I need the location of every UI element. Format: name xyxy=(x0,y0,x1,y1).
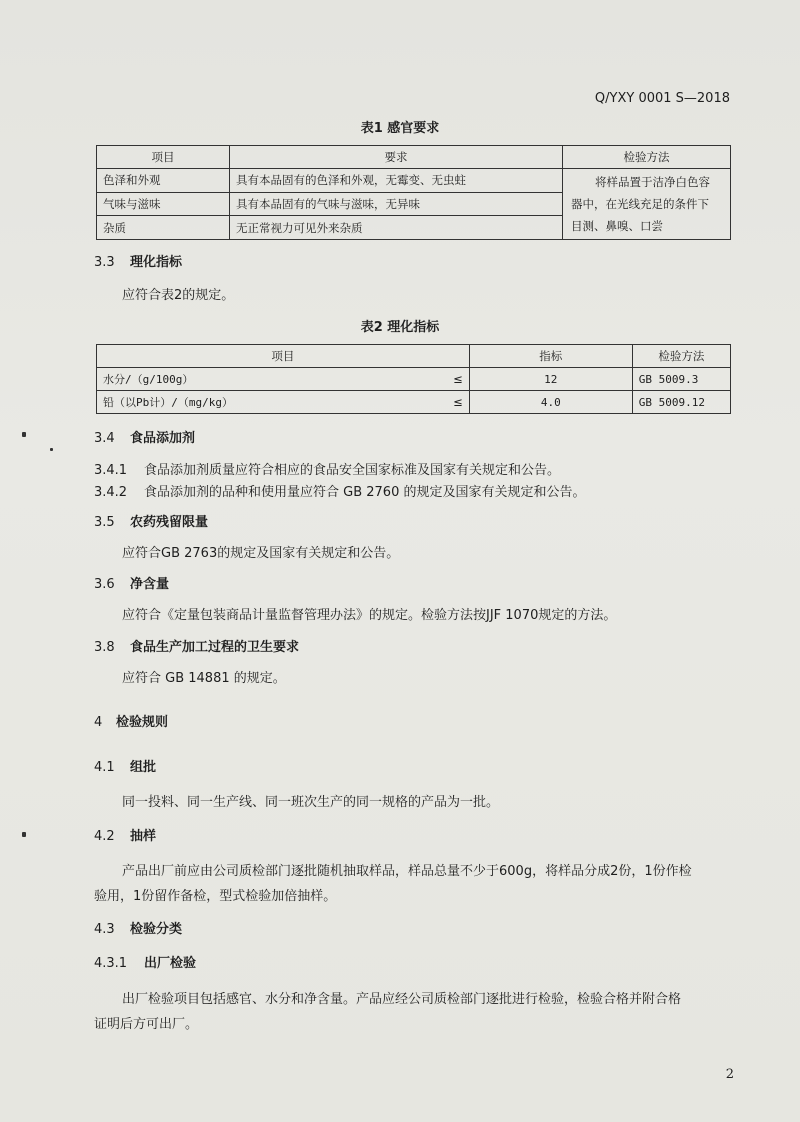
chapter-title: 检验规则 xyxy=(116,715,169,730)
table-row xyxy=(97,368,731,391)
clause-3-4-1 xyxy=(94,459,560,478)
table2-header-index: 指标 xyxy=(469,345,632,368)
table-cell: 4.0 xyxy=(469,391,632,414)
table-cell: GB 5009.3 xyxy=(632,368,730,391)
table-cell: ≤ xyxy=(437,391,470,414)
section-3-3-text: 应符合表2的规定。 xyxy=(122,288,235,303)
table2-header-method: 检验方法 xyxy=(632,345,730,368)
section-title: 检验分类 xyxy=(130,922,183,937)
table1-header-item: 项目 xyxy=(97,146,230,169)
table-cell: 无正常视力可见外来杂质 xyxy=(230,216,563,240)
section-3-4-heading xyxy=(94,427,195,446)
table2-caption: 表2 理化指标 xyxy=(360,320,440,335)
section-3-5-text: 应符合GB 2763的规定及国家有关规定和公告。 xyxy=(122,546,400,561)
section-number: 3.4 xyxy=(94,431,115,446)
section-3-5-heading xyxy=(94,511,208,530)
chapter-4-heading xyxy=(94,711,168,730)
section-number: 4.1 xyxy=(94,760,115,775)
section-3-3-heading xyxy=(94,251,182,270)
clause-3-4-2 xyxy=(94,481,585,500)
section-title: 理化指标 xyxy=(130,255,183,270)
table-cell: 杂质 xyxy=(97,216,230,240)
section-title: 组批 xyxy=(130,760,157,775)
section-title: 农药残留限量 xyxy=(130,515,209,530)
table1-header-method: 检验方法 xyxy=(563,146,731,169)
table1-method-cell xyxy=(563,169,731,240)
section-number: 4.3 xyxy=(94,922,115,937)
section-3-8-heading xyxy=(94,636,299,655)
clause-text: 食品添加剂的品种和使用量应符合 GB 2760 的规定及国家有关规定和公告。 xyxy=(144,485,586,500)
table-cell: 具有本品固有的气味与滋味，无异味 xyxy=(230,192,563,216)
section-title: 食品添加剂 xyxy=(130,431,196,446)
section-4-3-heading xyxy=(94,918,182,937)
section-3-6-text: 应符合《定量包装商品计量监督管理办法》的规定。检验方法按JJF 1070规定的方法。 xyxy=(122,608,617,623)
table-cell: 色泽和外观 xyxy=(97,169,230,193)
method-line: 器中，在光线充足的条件下 xyxy=(571,197,709,211)
table-cell: 12 xyxy=(469,368,632,391)
table-cell: ≤ xyxy=(437,368,470,391)
table-row xyxy=(97,391,731,414)
section-number: 4.2 xyxy=(94,829,115,844)
section-4-3-1-line1: 出厂检验项目包括感官、水分和净含量。产品应经公司质检部门逐批进行检验，检验合格并附合格 xyxy=(122,992,682,1007)
clause-text: 食品添加剂质量应符合相应的食品安全国家标准及国家有关规定和公告。 xyxy=(144,463,561,478)
section-number: 3.5 xyxy=(94,515,115,530)
section-4-2-line2: 验用，1份留作备检，型式检验加倍抽样。 xyxy=(94,889,337,904)
table1-header-requirement: 要求 xyxy=(230,146,563,169)
clause-number: 3.4.1 xyxy=(94,463,128,478)
table1-caption: 表1 感官要求 xyxy=(360,121,440,136)
method-line: 将样品置于洁净白色容 xyxy=(595,175,710,189)
table2-header-item: 项目 xyxy=(97,345,470,368)
table-cell: 水分/（g/100g） xyxy=(97,368,437,391)
section-3-8-text: 应符合 GB 14881 的规定。 xyxy=(122,671,286,686)
section-title: 抽样 xyxy=(130,829,157,844)
chapter-number: 4 xyxy=(94,715,103,730)
section-3-6-heading xyxy=(94,573,169,592)
table2-physicochemical xyxy=(96,344,731,414)
standard-number: Q/YXY 0001 S—2018 xyxy=(594,91,730,106)
section-title: 净含量 xyxy=(130,577,170,592)
margin-mark xyxy=(22,432,26,437)
section-number: 3.3 xyxy=(94,255,115,270)
section-4-3-1-line2: 证明后方可出厂。 xyxy=(94,1017,199,1032)
section-4-3-1-heading xyxy=(94,952,196,971)
section-4-1-heading xyxy=(94,756,156,775)
section-4-1-text: 同一投料、同一生产线、同一班次生产的同一规格的产品为一批。 xyxy=(122,795,500,810)
section-title: 食品生产加工过程的卫生要求 xyxy=(130,640,300,655)
table1-sensory xyxy=(96,145,731,240)
section-number: 3.6 xyxy=(94,577,115,592)
table-cell: 铅（以Pb计）/（mg/kg） xyxy=(97,391,437,414)
table-cell: GB 5009.12 xyxy=(632,391,730,414)
section-4-2-line1: 产品出厂前应由公司质检部门逐批随机抽取样品，样品总量不少于600g，将样品分成2份，1份作检 xyxy=(122,864,692,879)
section-number: 4.3.1 xyxy=(94,956,128,971)
margin-mark xyxy=(50,448,53,451)
margin-mark xyxy=(22,832,26,837)
method-line: 目测、鼻嗅、口尝 xyxy=(571,219,663,233)
section-number: 3.8 xyxy=(94,640,115,655)
table-row xyxy=(97,169,731,193)
section-4-2-heading xyxy=(94,825,156,844)
table-cell: 具有本品固有的色泽和外观，无霉变、无虫蛀 xyxy=(230,169,563,193)
clause-number: 3.4.2 xyxy=(94,485,128,500)
page-number: 2 xyxy=(725,1067,734,1082)
section-title: 出厂检验 xyxy=(144,956,197,971)
table-cell: 气味与滋味 xyxy=(97,192,230,216)
